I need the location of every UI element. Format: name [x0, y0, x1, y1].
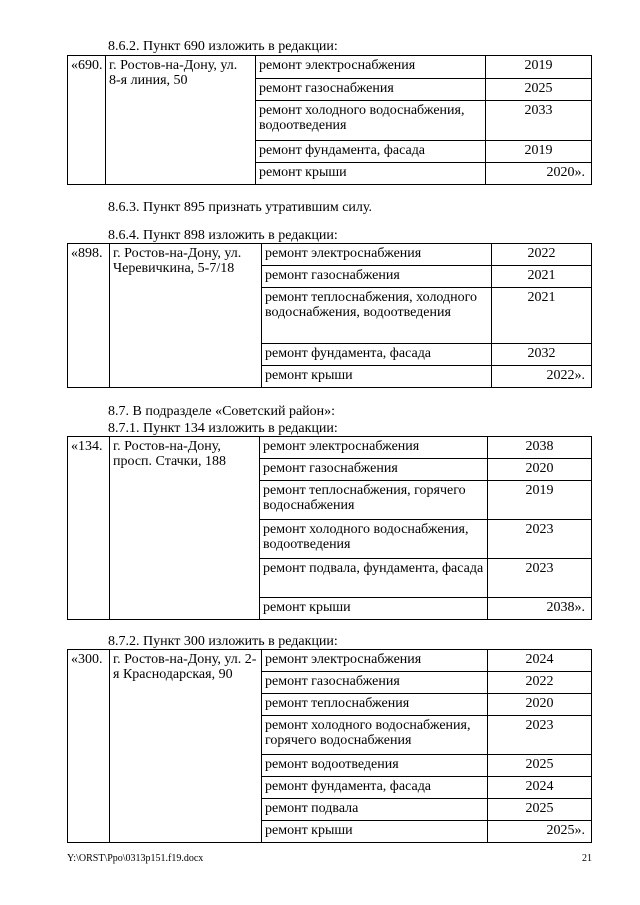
paragraph-8-6-2: 8.6.2. Пункт 690 изложить в редакции: — [108, 39, 338, 54]
work-year: 2021 — [492, 288, 592, 344]
table-item-134 — [67, 436, 592, 620]
work-type: ремонт теплоснабжения, горячего водоснабжения — [260, 481, 488, 520]
item-address: г. Ростов-на-Дону, ул. 8-я линия, 50 — [106, 56, 256, 185]
work-year: 2022 — [488, 672, 592, 694]
work-type: ремонт холодного водоснабжения, водоотведения — [256, 101, 486, 141]
work-type: ремонт теплоснабжения — [262, 694, 488, 716]
work-type: ремонт крыши — [260, 598, 488, 620]
work-year: 2023 — [488, 716, 592, 755]
work-year: 2020 — [488, 459, 592, 481]
work-year: 2038». — [488, 598, 592, 620]
paragraph-8-6-3: 8.6.3. Пункт 895 признать утратившим силу. — [108, 200, 372, 215]
work-year: 2020». — [486, 163, 592, 185]
work-year: 2019 — [486, 141, 592, 163]
footer-page-number: 21 — [582, 853, 592, 864]
work-type: ремонт электроснабжения — [262, 244, 492, 266]
work-type: ремонт крыши — [262, 821, 488, 843]
work-type: ремонт подвала, фундамента, фасада — [260, 559, 488, 598]
item-number: «898. — [68, 244, 110, 388]
work-type: ремонт электроснабжения — [262, 650, 488, 672]
work-type: ремонт фундамента, фасада — [262, 344, 492, 366]
paragraph-8-6-4: 8.6.4. Пункт 898 изложить в редакции: — [108, 228, 338, 243]
work-type: ремонт водоотведения — [262, 755, 488, 777]
item-number: «134. — [68, 437, 110, 620]
work-type: ремонт крыши — [256, 163, 486, 185]
work-year: 2032 — [492, 344, 592, 366]
work-year: 2024 — [488, 777, 592, 799]
work-type: ремонт газоснабжения — [260, 459, 488, 481]
work-year: 2020 — [488, 694, 592, 716]
work-year: 2023 — [488, 520, 592, 559]
table-item-898 — [67, 243, 592, 388]
table-item-690 — [67, 55, 592, 185]
work-year: 2024 — [488, 650, 592, 672]
work-type: ремонт подвала — [262, 799, 488, 821]
item-address: г. Ростов-на-Дону, ул. Черевичкина, 5-7/18 — [110, 244, 262, 388]
work-type: ремонт теплоснабжения, холодного водоснабжения, водоотведения — [262, 288, 492, 344]
footer-file-path: Y:\ORST\Ppo\0313p151.f19.docx — [67, 853, 204, 864]
work-type: ремонт крыши — [262, 366, 492, 388]
paragraph-8-7-1: 8.7.1. Пункт 134 изложить в редакции: — [108, 421, 338, 436]
work-type: ремонт холодного водоснабжения, горячего водоснабжения — [262, 716, 488, 755]
work-year: 2025 — [488, 799, 592, 821]
item-number: «690. — [68, 56, 106, 185]
work-type: ремонт газоснабжения — [262, 672, 488, 694]
work-year: 2038 — [488, 437, 592, 459]
work-type: ремонт электроснабжения — [260, 437, 488, 459]
item-address: г. Ростов-на-Дону, просп. Стачки, 188 — [110, 437, 260, 620]
work-year: 2019 — [488, 481, 592, 520]
work-type: ремонт фундамента, фасада — [256, 141, 486, 163]
paragraph-8-7-2: 8.7.2. Пункт 300 изложить в редакции: — [108, 634, 338, 649]
paragraph-8-7: 8.7. В подразделе «Советский район»: — [108, 404, 336, 419]
work-year: 2033 — [486, 101, 592, 141]
work-year: 2025». — [488, 821, 592, 843]
work-type: ремонт фундамента, фасада — [262, 777, 488, 799]
work-year: 2019 — [486, 56, 592, 79]
work-type: ремонт газоснабжения — [262, 266, 492, 288]
work-year: 2022 — [492, 244, 592, 266]
work-type: ремонт холодного водоснабжения, водоотведения — [260, 520, 488, 559]
work-year: 2025 — [486, 79, 592, 101]
work-year: 2021 — [492, 266, 592, 288]
work-year: 2023 — [488, 559, 592, 598]
item-number: «300. — [68, 650, 110, 843]
work-year: 2025 — [488, 755, 592, 777]
table-item-300 — [67, 649, 592, 843]
work-year: 2022». — [492, 366, 592, 388]
work-type: ремонт газоснабжения — [256, 79, 486, 101]
work-type: ремонт электроснабжения — [256, 56, 486, 79]
item-address: г. Ростов-на-Дону, ул. 2-я Краснодарская, 90 — [110, 650, 262, 843]
